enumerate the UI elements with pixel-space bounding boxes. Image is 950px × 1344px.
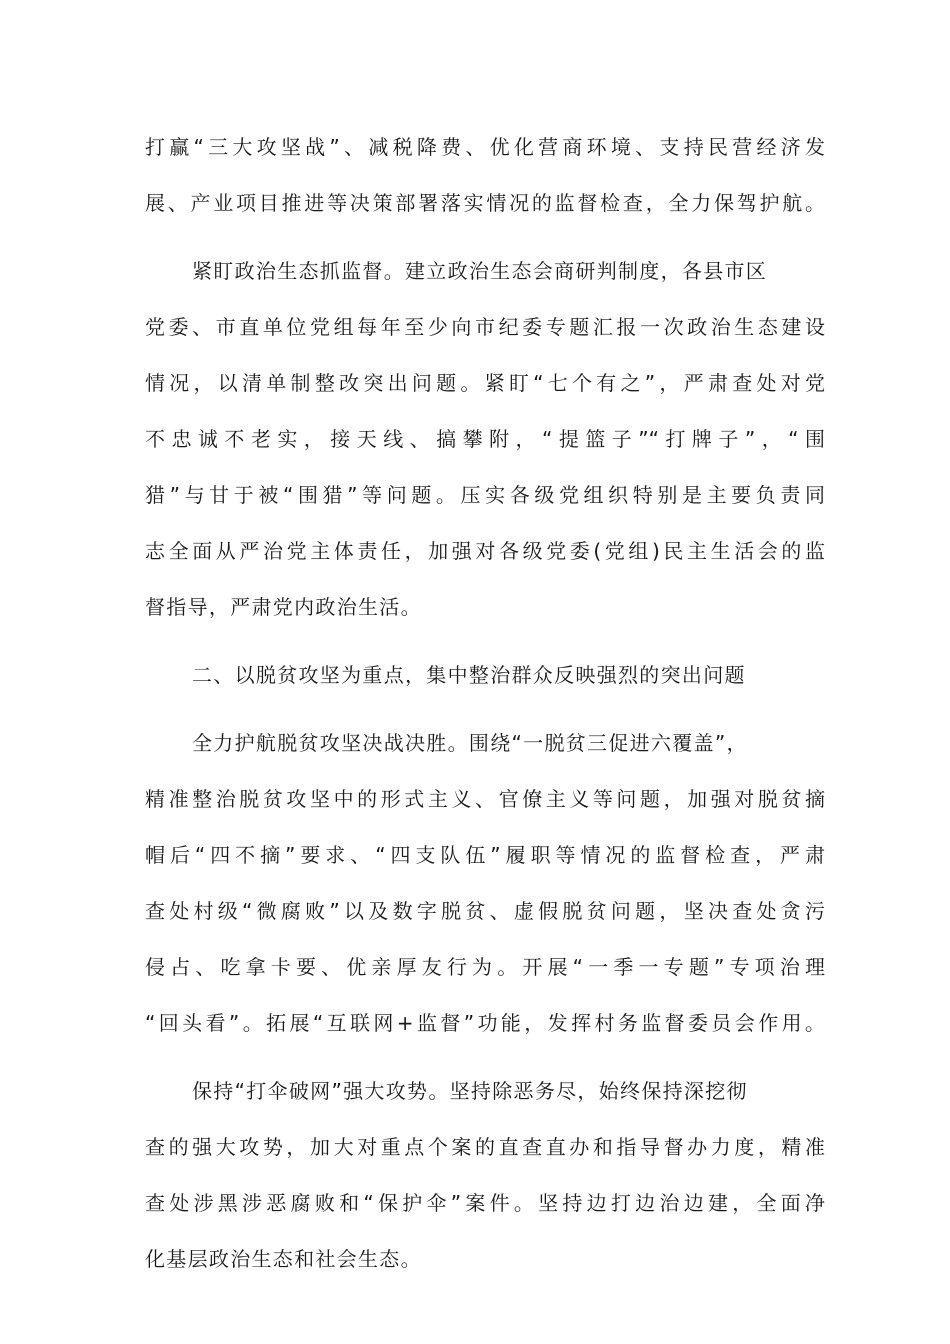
- text-line: “回头看”。拓展“互联网+监督”功能，发挥村务监督委员会作用。: [145, 1011, 825, 1035]
- paragraph-heading-umbrella: 保持“打伞破网”强大攻势。坚持除恶务尽，始终保持深挖彻: [192, 1079, 748, 1103]
- text-line: 化基层政治生态和社会生态。: [145, 1247, 422, 1271]
- paragraph-heading-political-ecology: 紧盯政治生态抓监督。建立政治生态会商研判制度，各县市区: [192, 259, 768, 283]
- text-line: 查处村级“微腐败”以及数字脱贫、虚假脱贫问题，坚决查处贪污: [145, 899, 825, 923]
- text-line: 展、产业项目推进等决策部署落实情况的监督检查，全力保驾护航。: [145, 191, 825, 215]
- text-line: 查处涉黑涉恶腐败和“保护伞”案件。坚持边打边治边建，全面净: [145, 1191, 825, 1215]
- text-line: 志全面从严治党主体责任，加强对各级党委(党组)民主生活会的监: [145, 539, 825, 563]
- section-heading: 二、以脱贫攻坚为重点，集中整治群众反映强烈的突出问题: [192, 663, 746, 687]
- text-line: 不忠诚不老实，接天线、搞攀附，“提篮子”“打牌子”，“围: [145, 427, 825, 451]
- text-line: 督指导，严肃党内政治生活。: [145, 595, 422, 619]
- text-line: 帽后“四不摘”要求、“四支队伍”履职等情况的监督检查，严肃: [145, 843, 825, 867]
- text-line: 党委、市直单位党组每年至少向市纪委专题汇报一次政治生态建设: [145, 315, 825, 339]
- text-line: 猎”与甘于被“围猎”等问题。压实各级党组织特别是主要负责同: [145, 483, 825, 507]
- paragraph-heading-poverty: 全力护航脱贫攻坚决战决胜。围绕“一脱贫三促进六覆盖”，: [192, 731, 748, 755]
- text-line: 情况，以清单制整改突出问题。紧盯“七个有之”，严肃查处对党: [145, 371, 825, 395]
- text-line: 打赢“三大攻坚战”、减税降费、优化营商环境、支持民营经济发: [145, 135, 825, 159]
- text-line: 查的强大攻势，加大对重点个案的直查直办和指导督办力度，精准: [145, 1135, 825, 1159]
- text-line: 精准整治脱贫攻坚中的形式主义、官僚主义等问题，加强对脱贫摘: [145, 787, 825, 811]
- text-line: 侵占、吃拿卡要、优亲厚友行为。开展“一季一专题”专项治理: [145, 955, 825, 979]
